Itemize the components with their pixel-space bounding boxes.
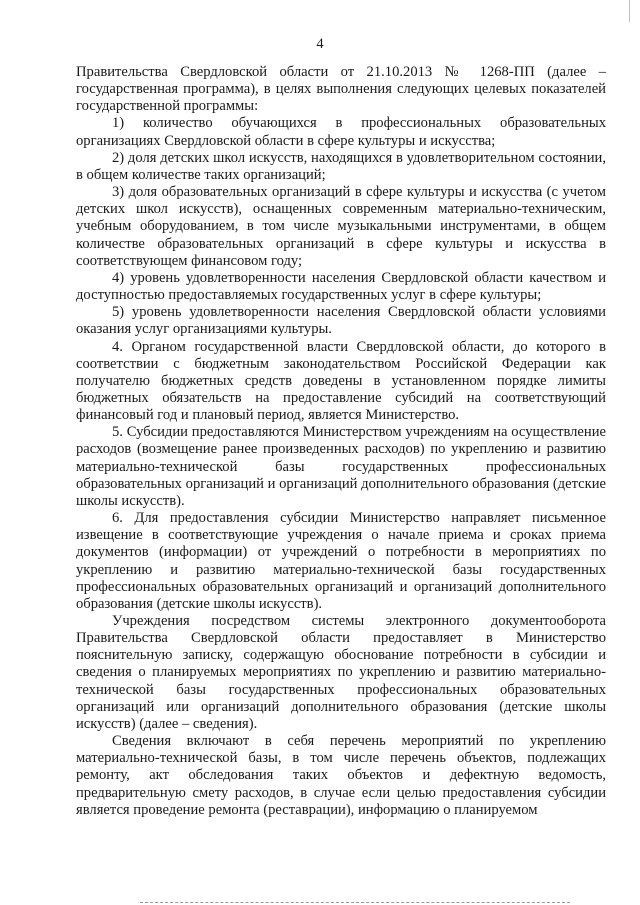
scan-edge-mark: [629, 0, 630, 22]
page-number: 4: [316, 36, 324, 52]
scan-bottom-line: [140, 901, 570, 903]
paragraph-information: Сведения включают в себя перечень мероприятий по укреплению материально-технической базы, в том числе перечень объектов, подлежащих ремонту, акт обследования таких объектов и дефектную ведомость, предварительную смету расходов, в случае если целью предоставления субсидии является проведение ремонта (реставрации), информацию о планируемом: [76, 733, 606, 818]
paragraph-indicator-4: 4) уровень удовлетворенности населения Свердловской области качеством и доступностью предоставляемых государственных услуг в сфере культуры;: [76, 269, 606, 304]
document-body: [76, 64, 606, 819]
paragraph-continuation: Правительства Свердловской области от 21.10.2013 № 1268-ПП (далее – государственная программа), в целях выполнения следующих целевых показателей государственной программы:: [76, 64, 606, 115]
paragraph-indicator-3: 3) доля образовательных организаций в сфере культуры и искусства (с учетом детских школ искусств), оснащенных современным материально-техническим, учебным оборудованием, в том числе музыкальными инструментами, в общем количестве образовательных организаций в сфере культуры и искусства в соответствующем финансовом году;: [76, 184, 606, 269]
paragraph-indicator-2: 2) доля детских школ искусств, находящихся в удовлетворительном состоянии, в общем количестве таких организаций;: [76, 149, 606, 183]
paragraph-indicator-1: 1) количество обучающихся в профессиональных образовательных организациях Свердловской области в сфере культуры и искусства;: [76, 115, 606, 149]
paragraph-institutions: Учреждения посредством системы электронного документооборота Правительства Свердловской области предоставляет в Министерство пояснительную записку, содержащую обоснование потребности в субсидии и сведения о планируемых мероприятиях по укреплению и развитию материально-технической базы государственных профессиональных образовательных организаций или организаций дополнительного образования (детские школы искусств) (далее – сведения).: [76, 613, 606, 732]
paragraph-clause-4: 4. Органом государственной власти Свердловской области, до которого в соответствии с бюджетным законодательством Российской Федерации как получателю бюджетных средств доведены в установленном порядке лимиты бюджетных обязательств на предоставление субсидий на соответствующий финансовый год и плановый период, является Министерство.: [76, 338, 606, 424]
paragraph-indicator-5: 5) уровень удовлетворенности населения Свердловской области условиями оказания услуг организациями культуры.: [76, 304, 606, 338]
paragraph-clause-5: 5. Субсидии предоставляются Министерством учреждениям на осуществление расходов (возмещение ранее произведенных расходов) по укреплению и развитию материально-технической базы государственных профессиональных образовательных организаций и организаций дополнительного образования (детские школы искусств).: [76, 424, 606, 509]
paragraph-clause-6: 6. Для предоставления субсидии Министерство направляет письменное извещение в соответствующие учреждения о начале приема и сроках приема документов (информации) от учреждений о потребности в мероприятиях по укреплению и развитию материально-технической базы государственных профессиональных образовательных организаций и организаций дополнительного образования (детские школы искусств).: [76, 510, 606, 612]
